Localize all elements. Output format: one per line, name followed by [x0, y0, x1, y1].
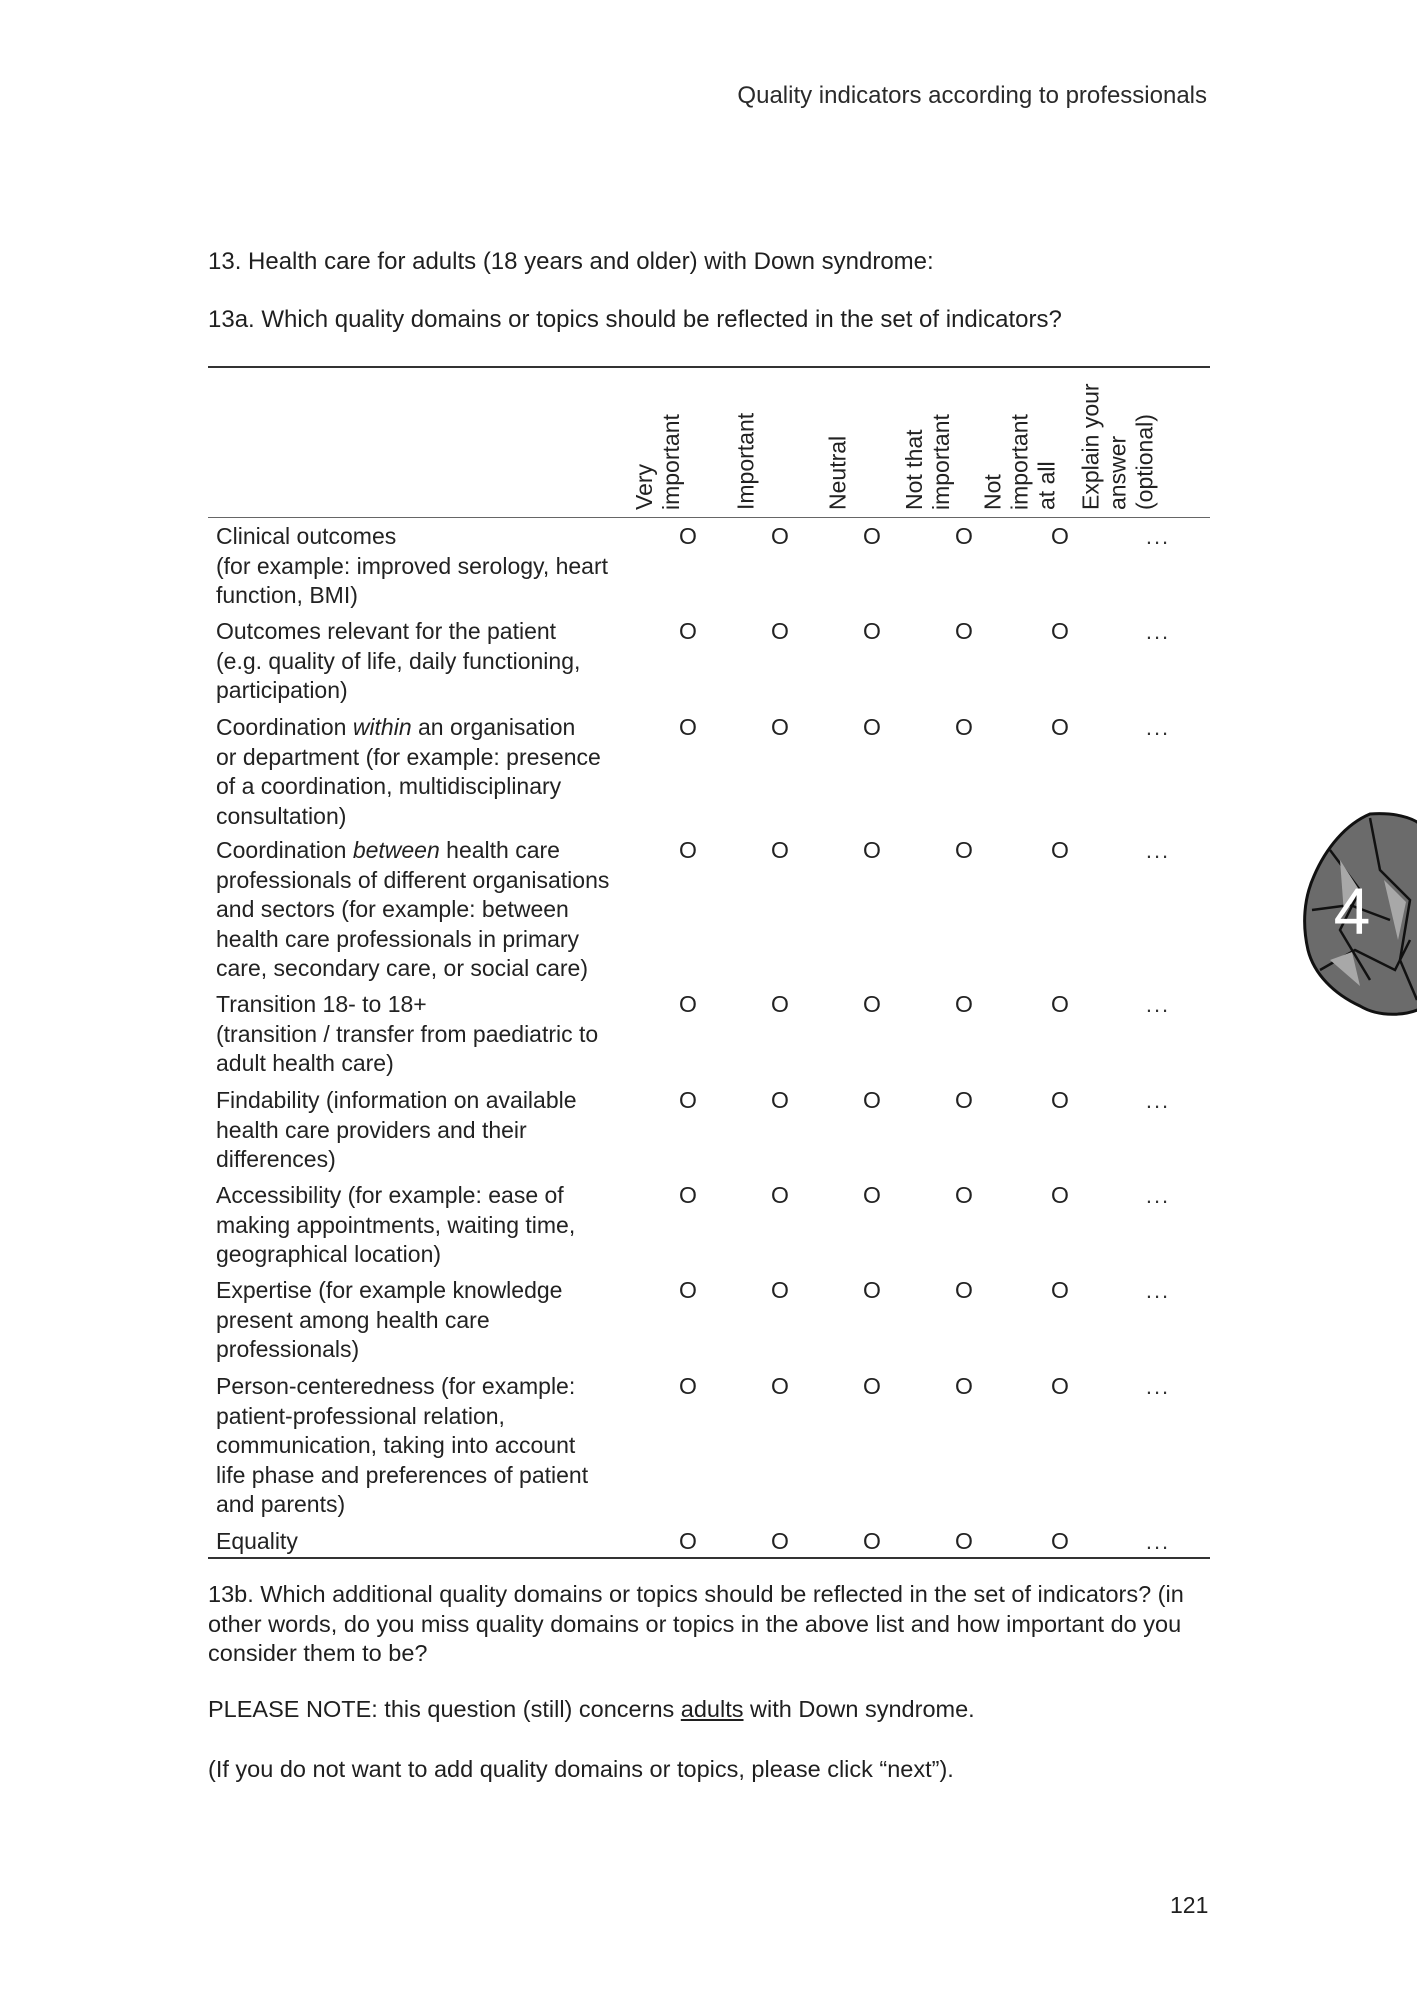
row-label-text: Coordination — [216, 714, 353, 740]
running-head: Quality indicators according to professionals — [737, 82, 1207, 109]
question-13a-title: 13a. Which quality domains or topics should be reflected in the set of indicators? — [208, 306, 1062, 333]
radio-option[interactable]: O — [771, 1277, 789, 1303]
column-header-label: Neutral — [824, 435, 851, 510]
radio-option[interactable]: O — [1051, 1277, 1069, 1303]
radio-option[interactable]: O — [771, 523, 789, 549]
row-label — [216, 1372, 636, 1520]
radio-option[interactable]: O — [679, 1087, 697, 1113]
row-label-emphasis: between — [352, 837, 440, 863]
chapter-number: 4 — [1333, 874, 1371, 948]
column-header-label: Explain your answer (optional) — [1077, 383, 1158, 510]
radio-option[interactable]: O — [955, 1182, 973, 1208]
radio-option[interactable]: O — [863, 991, 881, 1017]
row-label-text: Clinical outcomes (for example: improved serology, heart function, BMI) — [216, 523, 609, 608]
row-label — [216, 617, 636, 706]
radio-option[interactable]: O — [771, 1087, 789, 1113]
radio-option[interactable]: O — [1051, 837, 1069, 863]
radio-option[interactable]: O — [863, 714, 881, 740]
radio-option[interactable]: O — [771, 837, 789, 863]
radio-option[interactable]: O — [679, 837, 697, 863]
radio-option[interactable]: O — [679, 523, 697, 549]
radio-option[interactable]: O — [1051, 523, 1069, 549]
question-13b-text: 13b. Which additional quality domains or topics should be reflected in the set of indicators? (in other words, do you miss quality domains or topics in the above list and how important do you consider them to be? — [208, 1581, 1184, 1666]
radio-option[interactable]: O — [955, 837, 973, 863]
page-number: 121 — [1170, 1892, 1209, 1918]
radio-option[interactable]: O — [955, 618, 973, 644]
table-header-rule — [208, 517, 1210, 518]
radio-option[interactable]: O — [863, 1277, 881, 1303]
radio-option[interactable]: O — [955, 1277, 973, 1303]
row-label-text-continued: health care professionals of different organisations and sectors (for example: between health care professionals in primary care, secondary care, or social care) — [216, 837, 610, 981]
explain-answer-field[interactable]: ... — [1145, 1278, 1171, 1303]
column-header — [979, 380, 1060, 510]
row-label — [216, 1086, 636, 1175]
column-header — [893, 380, 963, 510]
row-label-text: Accessibility (for example: ease of making appointments, waiting time, geographical location) — [216, 1182, 576, 1267]
row-label-text: Outcomes relevant for the patient (e.g. quality of life, daily functioning, participation) — [216, 618, 581, 703]
radio-option[interactable]: O — [771, 991, 789, 1017]
radio-option[interactable]: O — [771, 1182, 789, 1208]
radio-option[interactable]: O — [1051, 618, 1069, 644]
radio-option[interactable]: O — [1051, 1373, 1069, 1399]
explain-answer-field[interactable]: ... — [1145, 1529, 1171, 1554]
row-label-text: Person-centeredness (for example: patient-professional relation, communication, taking into account life phase and preferences of patient and parents) — [216, 1373, 589, 1517]
radio-option[interactable]: O — [771, 1373, 789, 1399]
explain-answer-field[interactable]: ... — [1145, 619, 1171, 644]
row-label-text-continued: an organisation or department (for example: presence of a coordination, multidisciplinary consultation) — [216, 714, 601, 829]
row-label — [216, 990, 636, 1079]
note-text-pre: PLEASE NOTE: this question (still) concerns — [208, 1696, 681, 1722]
explain-answer-field[interactable]: ... — [1145, 838, 1171, 863]
radio-option[interactable]: O — [771, 714, 789, 740]
table-bottom-rule — [208, 1557, 1210, 1559]
row-label — [216, 1276, 636, 1365]
explain-answer-field[interactable]: ... — [1145, 1374, 1171, 1399]
explain-answer-field[interactable]: ... — [1145, 715, 1171, 740]
radio-option[interactable]: O — [679, 618, 697, 644]
radio-option[interactable]: O — [955, 714, 973, 740]
row-label-text: Findability (information on available health care providers and their differences) — [216, 1087, 577, 1172]
radio-option[interactable]: O — [1051, 1087, 1069, 1113]
column-header-label: Important — [732, 412, 759, 510]
column-header — [1077, 380, 1158, 510]
radio-option[interactable]: O — [863, 618, 881, 644]
radio-option[interactable]: O — [679, 714, 697, 740]
radio-option[interactable]: O — [1051, 991, 1069, 1017]
next-hint: (If you do not want to add quality domains or topics, please click “next”). — [208, 1756, 954, 1782]
radio-option[interactable]: O — [771, 1528, 789, 1554]
explain-answer-field[interactable]: ... — [1145, 1088, 1171, 1113]
radio-option[interactable]: O — [1051, 1182, 1069, 1208]
explain-answer-field[interactable]: ... — [1145, 992, 1171, 1017]
radio-option[interactable]: O — [679, 1373, 697, 1399]
note-underlined: adults — [680, 1696, 744, 1722]
row-label — [216, 836, 636, 984]
column-header — [623, 380, 693, 510]
explain-answer-field[interactable]: ... — [1145, 524, 1171, 549]
column-header-label: Not that important — [901, 414, 954, 510]
column-header — [803, 380, 873, 510]
column-header-label: Very important — [631, 414, 684, 510]
radio-option[interactable]: O — [679, 1528, 697, 1554]
radio-option[interactable]: O — [863, 1087, 881, 1113]
radio-option[interactable]: O — [863, 1528, 881, 1554]
radio-option[interactable]: O — [863, 1373, 881, 1399]
explain-answer-field[interactable]: ... — [1145, 1183, 1171, 1208]
radio-option[interactable]: O — [863, 1182, 881, 1208]
note-text-post: with Down syndrome. — [743, 1696, 975, 1722]
radio-option[interactable]: O — [955, 523, 973, 549]
please-note — [208, 1696, 975, 1723]
row-label — [216, 1527, 636, 1557]
radio-option[interactable]: O — [863, 837, 881, 863]
row-label-text: Equality — [216, 1528, 298, 1554]
radio-option[interactable]: O — [955, 1528, 973, 1554]
radio-option[interactable]: O — [679, 991, 697, 1017]
row-label-text: Transition 18- to 18+ (transition / transfer from paediatric to adult health care) — [216, 991, 599, 1076]
row-label-text: Expertise (for example knowledge present among health care professionals) — [216, 1277, 563, 1362]
row-label-text: Coordination — [216, 837, 353, 863]
radio-option[interactable]: O — [1051, 1528, 1069, 1554]
radio-option[interactable]: O — [679, 1182, 697, 1208]
question-13-title: 13. Health care for adults (18 years and older) with Down syndrome: — [208, 248, 934, 275]
radio-option[interactable]: O — [679, 1277, 697, 1303]
table-top-rule — [208, 366, 1210, 368]
radio-option[interactable]: O — [955, 1373, 973, 1399]
radio-option[interactable]: O — [863, 523, 881, 549]
column-header-label: Not important at all — [979, 414, 1060, 510]
row-label-emphasis: within — [352, 714, 412, 740]
radio-option[interactable]: O — [1051, 714, 1069, 740]
row-label — [216, 713, 636, 831]
row-label — [216, 522, 636, 611]
radio-option[interactable]: O — [771, 618, 789, 644]
column-header — [711, 380, 781, 510]
row-label — [216, 1181, 636, 1270]
radio-option[interactable]: O — [955, 1087, 973, 1113]
radio-option[interactable]: O — [955, 991, 973, 1017]
